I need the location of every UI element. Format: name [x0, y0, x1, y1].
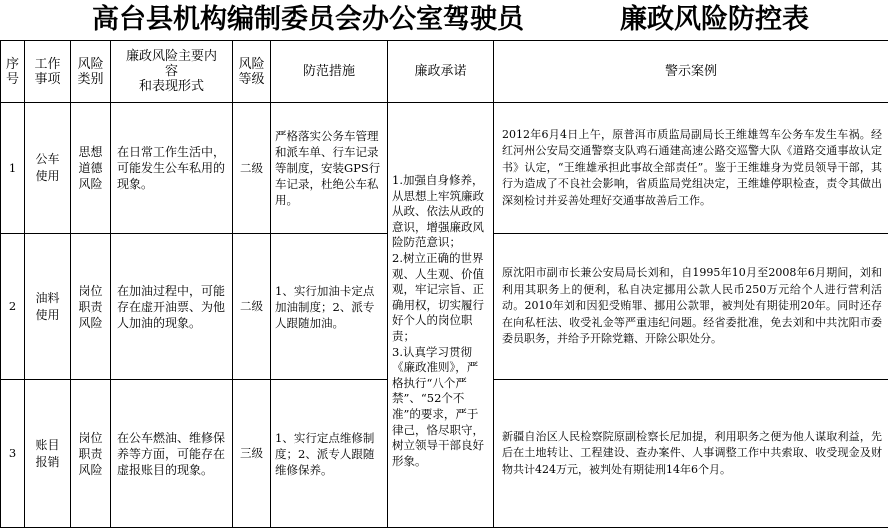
table-row — [1, 103, 888, 234]
row-risk-type: 思想 道德 风险 — [71, 103, 111, 234]
row-risk-desc: 在加油过程中，可能存在虚开油票、为他人加油的现象。 — [111, 234, 233, 380]
row-measures: 1、实行加油卡定点加油制度；2、派专人跟随加油。 — [271, 234, 388, 380]
header-risk-desc: 廉政风险主要内 容 和表现形式 — [111, 41, 233, 103]
row-case: 新疆自治区人民检察院原副检察长尼加提，利用职务之便为他人谋取利益，先后在土地转让、工程建设、查办案件、人事调整工作中共索取、收受现金及财物共计424万元，被判处有期徒刑14年6个月。 — [494, 380, 888, 528]
row-case: 原沈阳市副市长兼公安局局长刘和，自1995年10月至2008年6月期间，刘和利用其职务上的便利，私自决定挪用公款人民币250万元给个人进行营利活动。2010年刘和因犯受贿罪、挪用公款罪，被判处有期徒刑20年。同时还存在向私枉法、收受礼金等严重违纪问题。经省委批准，免去刘和中共沈阳市委委员职务，并给予开除党籍、开除公职处分。 — [494, 234, 888, 380]
header-promise: 廉政承诺 — [388, 41, 494, 103]
row-no: 2 — [1, 234, 25, 380]
header-risk-type: 风险 类别 — [71, 41, 111, 103]
row-measures: 严格落实公务车管理和派车单、行车记录等制度，安装GPS行车记录，杜绝公车私用。 — [271, 103, 388, 234]
row-risk-type: 岗位 职责 风险 — [71, 234, 111, 380]
row-no: 1 — [1, 103, 25, 234]
row-measures: 1、实行定点维修制度；2、派专人跟随维修保养。 — [271, 380, 388, 528]
row-item: 公车 使用 — [25, 103, 71, 234]
row-item: 账目 报销 — [25, 380, 71, 528]
header-cases: 警示案例 — [494, 41, 888, 103]
row-risk-desc: 在日常工作生活中，可能发生公车私用的现象。 — [111, 103, 233, 234]
page-title — [0, 0, 888, 40]
header-item: 工作 事项 — [25, 41, 71, 103]
row-case: 2012年6月4日上午，原普洱市质监局副局长王维雄驾车公务车发生车祸。经红河州公安局交通警察支队鸡石通建高速公路交巡警大队《道路交通事故认定书》认定，“王维雄承担此事故全部责任”。鉴于王维雄身为党员领导干部，其行为造成了不良社会影响，省质监局党组决定，王维雄停职检查，责令其做出深刻检讨并妥善处理好交通事故善后工作。 — [494, 103, 888, 234]
header-risk-level: 风险 等级 — [233, 41, 271, 103]
promise-cell: 1.加强自身修养，从思想上牢筑廉政从政、依法从政的意识，增强廉政风险防范意识； 2.树立正确的世界观、人生观、价值观，牢记宗旨、正确用权，切实履行好个人的岗位职责； 3.认真学习贯彻《廉政准则》，严格执行“八个严禁”、“52个不准”的要求，严于律己，恪尽职守，树立领导干部良好形象。 — [388, 103, 494, 528]
page-title-sub: 廉政风险防控表 — [620, 4, 809, 35]
header-measures: 防范措施 — [271, 41, 388, 103]
header-row — [1, 41, 888, 103]
row-risk-level: 三级 — [233, 380, 271, 528]
row-risk-level: 二级 — [233, 103, 271, 234]
row-risk-level: 二级 — [233, 234, 271, 380]
row-risk-type: 岗位 职责 风险 — [71, 380, 111, 528]
risk-control-table — [0, 40, 888, 528]
row-item: 油料 使用 — [25, 234, 71, 380]
row-risk-desc: 在公车燃油、维修保养等方面，可能存在虚报账目的现象。 — [111, 380, 233, 528]
row-no: 3 — [1, 380, 25, 528]
page-title-main: 高台县机构编制委员会办公室驾驶员 — [92, 4, 524, 35]
header-no: 序 号 — [1, 41, 25, 103]
